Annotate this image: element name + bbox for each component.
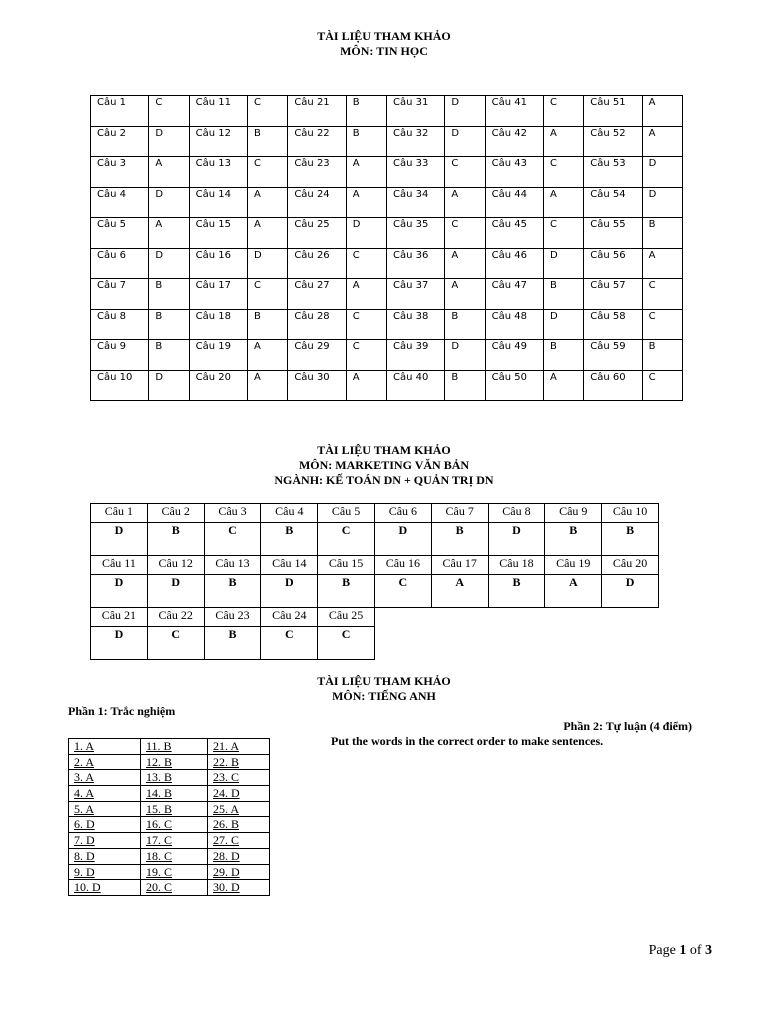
answer-cell: D xyxy=(261,575,318,608)
question-cell: Câu 3 xyxy=(91,157,149,188)
question-cell: Câu 60 xyxy=(584,370,642,401)
answer-cell: C xyxy=(346,309,386,340)
answer-cell: 8. D xyxy=(69,848,141,864)
table-row xyxy=(91,157,683,188)
answer-cell: C xyxy=(346,340,386,371)
heading-marketing xyxy=(0,443,768,488)
question-cell: Câu 44 xyxy=(485,187,543,218)
answer-cell: 2. A xyxy=(69,754,141,770)
question-cell: Câu 32 xyxy=(386,126,444,157)
answer-table-tieng-anh xyxy=(68,738,270,896)
answer-cell: C xyxy=(204,523,261,556)
answer-cell: A xyxy=(544,126,584,157)
table-row xyxy=(91,504,659,523)
answer-cell: A xyxy=(149,157,189,188)
question-cell: Câu 15 xyxy=(189,218,247,249)
empty-cell xyxy=(374,627,431,660)
answer-cell: D xyxy=(149,187,189,218)
answer-cell: D xyxy=(642,157,682,188)
answer-cell: 21. A xyxy=(208,739,270,755)
answer-cell: 25. A xyxy=(208,801,270,817)
question-cell: Câu 13 xyxy=(204,556,261,575)
answer-cell: A xyxy=(544,370,584,401)
answer-cell: A xyxy=(545,575,602,608)
question-cell: Câu 52 xyxy=(584,126,642,157)
answer-cell: A xyxy=(346,370,386,401)
question-cell: Câu 55 xyxy=(584,218,642,249)
answer-cell: B xyxy=(261,523,318,556)
answer-cell: A xyxy=(544,187,584,218)
heading-line: MÔN: MARKETING VĂN BẢN xyxy=(298,458,470,472)
question-cell: Câu 29 xyxy=(288,340,346,371)
question-cell: Câu 12 xyxy=(189,126,247,157)
question-cell: Câu 19 xyxy=(545,556,602,575)
answer-cell: C xyxy=(149,96,189,127)
answer-cell: C xyxy=(318,523,375,556)
answer-cell: 27. C xyxy=(208,833,270,849)
heading-line: TÀI LIỆU THAM KHẢO xyxy=(317,443,451,457)
answer-cell: C xyxy=(248,279,288,310)
question-cell: Câu 2 xyxy=(147,504,204,523)
answer-cell: D xyxy=(445,96,485,127)
question-cell: Câu 53 xyxy=(584,157,642,188)
answer-cell: 17. C xyxy=(141,833,208,849)
empty-cell xyxy=(602,608,659,627)
answer-cell: 14. B xyxy=(141,786,208,802)
question-cell: Câu 46 xyxy=(485,248,543,279)
question-cell: Câu 25 xyxy=(288,218,346,249)
answer-cell: C xyxy=(544,218,584,249)
question-cell: Câu 3 xyxy=(204,504,261,523)
empty-cell xyxy=(431,608,488,627)
answer-cell: D xyxy=(346,218,386,249)
question-cell: Câu 10 xyxy=(602,504,659,523)
question-cell: Câu 11 xyxy=(91,556,148,575)
question-cell: Câu 1 xyxy=(91,96,149,127)
question-cell: Câu 8 xyxy=(91,309,149,340)
answer-cell: C xyxy=(445,218,485,249)
answer-cell: A xyxy=(346,157,386,188)
question-cell: Câu 51 xyxy=(584,96,642,127)
question-cell: Câu 9 xyxy=(91,340,149,371)
answer-cell: A xyxy=(248,218,288,249)
question-cell: Câu 7 xyxy=(91,279,149,310)
answer-cell: A xyxy=(445,248,485,279)
answer-cell: 4. A xyxy=(69,786,141,802)
empty-cell xyxy=(431,627,488,660)
answer-cell: B xyxy=(346,96,386,127)
question-cell: Câu 4 xyxy=(91,187,149,218)
question-cell: Câu 5 xyxy=(91,218,149,249)
table-row xyxy=(69,739,270,755)
answer-cell: D xyxy=(147,575,204,608)
answer-cell: B xyxy=(204,627,261,660)
answer-cell: C xyxy=(642,370,682,401)
question-cell: Câu 5 xyxy=(318,504,375,523)
answer-cell: A xyxy=(642,248,682,279)
answer-cell: D xyxy=(149,370,189,401)
table-row xyxy=(91,370,683,401)
question-cell: Câu 38 xyxy=(386,309,444,340)
answer-cell: D xyxy=(374,523,431,556)
question-cell: Câu 7 xyxy=(431,504,488,523)
answer-cell: 28. D xyxy=(208,848,270,864)
heading-tieng-anh xyxy=(0,674,768,704)
answer-cell: D xyxy=(91,575,148,608)
empty-cell xyxy=(488,608,545,627)
question-cell: Câu 18 xyxy=(189,309,247,340)
question-cell: Câu 31 xyxy=(386,96,444,127)
answer-cell: C xyxy=(642,279,682,310)
question-cell: Câu 37 xyxy=(386,279,444,310)
question-cell: Câu 48 xyxy=(485,309,543,340)
answer-cell: A xyxy=(445,279,485,310)
answer-cell: 16. C xyxy=(141,817,208,833)
answer-cell: D xyxy=(488,523,545,556)
answer-cell: C xyxy=(147,627,204,660)
answer-cell: B xyxy=(346,126,386,157)
question-cell: Câu 23 xyxy=(288,157,346,188)
table-row xyxy=(91,248,683,279)
question-cell: Câu 27 xyxy=(288,279,346,310)
answer-cell: 10. D xyxy=(69,880,141,896)
table-row xyxy=(69,786,270,802)
answer-cell: D xyxy=(149,126,189,157)
table-row xyxy=(91,523,659,556)
question-cell: Câu 14 xyxy=(261,556,318,575)
question-cell: Câu 12 xyxy=(147,556,204,575)
answer-cell: 9. D xyxy=(69,864,141,880)
answer-cell: C xyxy=(445,157,485,188)
answer-cell: 18. C xyxy=(141,848,208,864)
answer-cell: A xyxy=(248,370,288,401)
question-cell: Câu 4 xyxy=(261,504,318,523)
answer-cell: B xyxy=(545,523,602,556)
answer-table-marketing xyxy=(90,503,659,660)
answer-cell: D xyxy=(544,309,584,340)
question-cell: Câu 33 xyxy=(386,157,444,188)
answer-cell: B xyxy=(318,575,375,608)
table-row xyxy=(91,627,659,660)
answer-cell: B xyxy=(445,370,485,401)
question-cell: Câu 16 xyxy=(189,248,247,279)
answer-cell: B xyxy=(445,309,485,340)
answer-cell: C xyxy=(346,248,386,279)
question-cell: Câu 14 xyxy=(189,187,247,218)
answer-cell: 6. D xyxy=(69,817,141,833)
answer-cell: 20. C xyxy=(141,880,208,896)
answer-cell: A xyxy=(346,279,386,310)
question-cell: Câu 1 xyxy=(91,504,148,523)
table-row xyxy=(69,801,270,817)
question-cell: Câu 16 xyxy=(374,556,431,575)
question-cell: Câu 24 xyxy=(261,608,318,627)
answer-cell: B xyxy=(544,340,584,371)
answer-cell: 7. D xyxy=(69,833,141,849)
question-cell: Câu 50 xyxy=(485,370,543,401)
answer-cell: C xyxy=(261,627,318,660)
question-cell: Câu 26 xyxy=(288,248,346,279)
answer-cell: D xyxy=(91,627,148,660)
answer-cell: B xyxy=(642,340,682,371)
answer-cell: C xyxy=(248,96,288,127)
answer-cell: A xyxy=(346,187,386,218)
answer-cell: 30. D xyxy=(208,880,270,896)
answer-cell: C xyxy=(544,96,584,127)
question-cell: Câu 19 xyxy=(189,340,247,371)
table-row xyxy=(91,340,683,371)
part2-instruction: Put the words in the correct order to make sentences. xyxy=(331,734,604,748)
question-cell: Câu 11 xyxy=(189,96,247,127)
question-cell: Câu 6 xyxy=(91,248,149,279)
answer-cell: B xyxy=(204,575,261,608)
table-row xyxy=(91,279,683,310)
question-cell: Câu 28 xyxy=(288,309,346,340)
question-cell: Câu 24 xyxy=(288,187,346,218)
question-cell: Câu 6 xyxy=(374,504,431,523)
table-row xyxy=(91,187,683,218)
table-row xyxy=(69,880,270,896)
question-cell: Câu 20 xyxy=(602,556,659,575)
table-row xyxy=(69,864,270,880)
page-total: 3 xyxy=(705,943,712,958)
empty-cell xyxy=(545,627,602,660)
empty-cell xyxy=(374,608,431,627)
heading-tin-hoc xyxy=(0,29,768,59)
answer-cell: C xyxy=(642,309,682,340)
question-cell: Câu 57 xyxy=(584,279,642,310)
answer-cell: B xyxy=(488,575,545,608)
question-cell: Câu 42 xyxy=(485,126,543,157)
empty-cell xyxy=(602,627,659,660)
table-row xyxy=(69,754,270,770)
table-row xyxy=(91,96,683,127)
question-cell: Câu 17 xyxy=(431,556,488,575)
answer-cell: 13. B xyxy=(141,770,208,786)
question-cell: Câu 17 xyxy=(189,279,247,310)
answer-cell: 19. C xyxy=(141,864,208,880)
question-cell: Câu 13 xyxy=(189,157,247,188)
answer-cell: 26. B xyxy=(208,817,270,833)
question-cell: Câu 35 xyxy=(386,218,444,249)
question-cell: Câu 30 xyxy=(288,370,346,401)
answer-cell: B xyxy=(149,279,189,310)
answer-cell: B xyxy=(147,523,204,556)
question-cell: Câu 10 xyxy=(91,370,149,401)
answer-cell: C xyxy=(318,627,375,660)
question-cell: Câu 58 xyxy=(584,309,642,340)
table-row xyxy=(91,309,683,340)
table-row xyxy=(91,575,659,608)
answer-cell: D xyxy=(544,248,584,279)
table-row xyxy=(91,218,683,249)
table-row xyxy=(69,817,270,833)
answer-cell: A xyxy=(431,575,488,608)
question-cell: Câu 18 xyxy=(488,556,545,575)
answer-cell: C xyxy=(374,575,431,608)
question-cell: Câu 45 xyxy=(485,218,543,249)
answer-cell: B xyxy=(431,523,488,556)
answer-cell: A xyxy=(248,340,288,371)
answer-cell: D xyxy=(642,187,682,218)
answer-cell: B xyxy=(248,126,288,157)
page-middle: of xyxy=(686,943,705,958)
part2-label: Phần 2: Tự luận (4 điểm) xyxy=(563,719,692,733)
answer-cell: B xyxy=(602,523,659,556)
answer-cell: B xyxy=(642,218,682,249)
question-cell: Câu 59 xyxy=(584,340,642,371)
answer-cell: A xyxy=(642,126,682,157)
answer-cell: D xyxy=(445,126,485,157)
answer-cell: B xyxy=(149,309,189,340)
question-cell: Câu 49 xyxy=(485,340,543,371)
answer-cell: 11. B xyxy=(141,739,208,755)
empty-cell xyxy=(488,627,545,660)
question-cell: Câu 25 xyxy=(318,608,375,627)
question-cell: Câu 20 xyxy=(189,370,247,401)
question-cell: Câu 9 xyxy=(545,504,602,523)
answer-cell: D xyxy=(445,340,485,371)
answer-cell: C xyxy=(248,157,288,188)
question-cell: Câu 40 xyxy=(386,370,444,401)
question-cell: Câu 56 xyxy=(584,248,642,279)
answer-cell: B xyxy=(248,309,288,340)
answer-cell: 23. C xyxy=(208,770,270,786)
answer-cell: D xyxy=(149,248,189,279)
answer-cell: 22. B xyxy=(208,754,270,770)
answer-cell: A xyxy=(642,96,682,127)
answer-cell: 3. A xyxy=(69,770,141,786)
answer-cell: 15. B xyxy=(141,801,208,817)
table-row xyxy=(91,126,683,157)
answer-cell: 29. D xyxy=(208,864,270,880)
answer-cell: 1. A xyxy=(69,739,141,755)
answer-cell: B xyxy=(149,340,189,371)
answer-cell: A xyxy=(248,187,288,218)
heading-line: TÀI LIỆU THAM KHẢO xyxy=(317,29,451,43)
answer-cell: B xyxy=(544,279,584,310)
question-cell: Câu 23 xyxy=(204,608,261,627)
question-cell: Câu 41 xyxy=(485,96,543,127)
answer-cell: C xyxy=(544,157,584,188)
answer-table-tin-hoc xyxy=(90,95,683,401)
answer-cell: 5. A xyxy=(69,801,141,817)
question-cell: Câu 8 xyxy=(488,504,545,523)
part1-label: Phần 1: Trắc nghiệm xyxy=(68,704,176,718)
question-cell: Câu 21 xyxy=(91,608,148,627)
answer-cell: D xyxy=(248,248,288,279)
question-cell: Câu 21 xyxy=(288,96,346,127)
table-row xyxy=(91,556,659,575)
table-row xyxy=(69,848,270,864)
answer-cell: D xyxy=(602,575,659,608)
answer-cell: 12. B xyxy=(141,754,208,770)
question-cell: Câu 15 xyxy=(318,556,375,575)
question-cell: Câu 36 xyxy=(386,248,444,279)
answer-cell: A xyxy=(149,218,189,249)
table-row xyxy=(91,608,659,627)
question-cell: Câu 39 xyxy=(386,340,444,371)
table-row xyxy=(69,770,270,786)
empty-cell xyxy=(545,608,602,627)
page-prefix: Page xyxy=(648,943,680,958)
answer-cell: D xyxy=(91,523,148,556)
question-cell: Câu 2 xyxy=(91,126,149,157)
heading-line: MÔN: TIN HỌC xyxy=(340,44,428,58)
question-cell: Câu 43 xyxy=(485,157,543,188)
question-cell: Câu 47 xyxy=(485,279,543,310)
answer-cell: 24. D xyxy=(208,786,270,802)
heading-line: NGÀNH: KẾ TOÁN DN + QUẢN TRỊ DN xyxy=(274,473,494,487)
page-current: 1 xyxy=(679,943,687,958)
question-cell: Câu 34 xyxy=(386,187,444,218)
table-row xyxy=(69,833,270,849)
page-number xyxy=(649,943,712,959)
question-cell: Câu 22 xyxy=(288,126,346,157)
answer-cell: A xyxy=(445,187,485,218)
heading-line: TÀI LIỆU THAM KHẢO xyxy=(317,674,451,688)
question-cell: Câu 22 xyxy=(147,608,204,627)
heading-line: MÔN: TIẾNG ANH xyxy=(332,689,436,703)
question-cell: Câu 54 xyxy=(584,187,642,218)
